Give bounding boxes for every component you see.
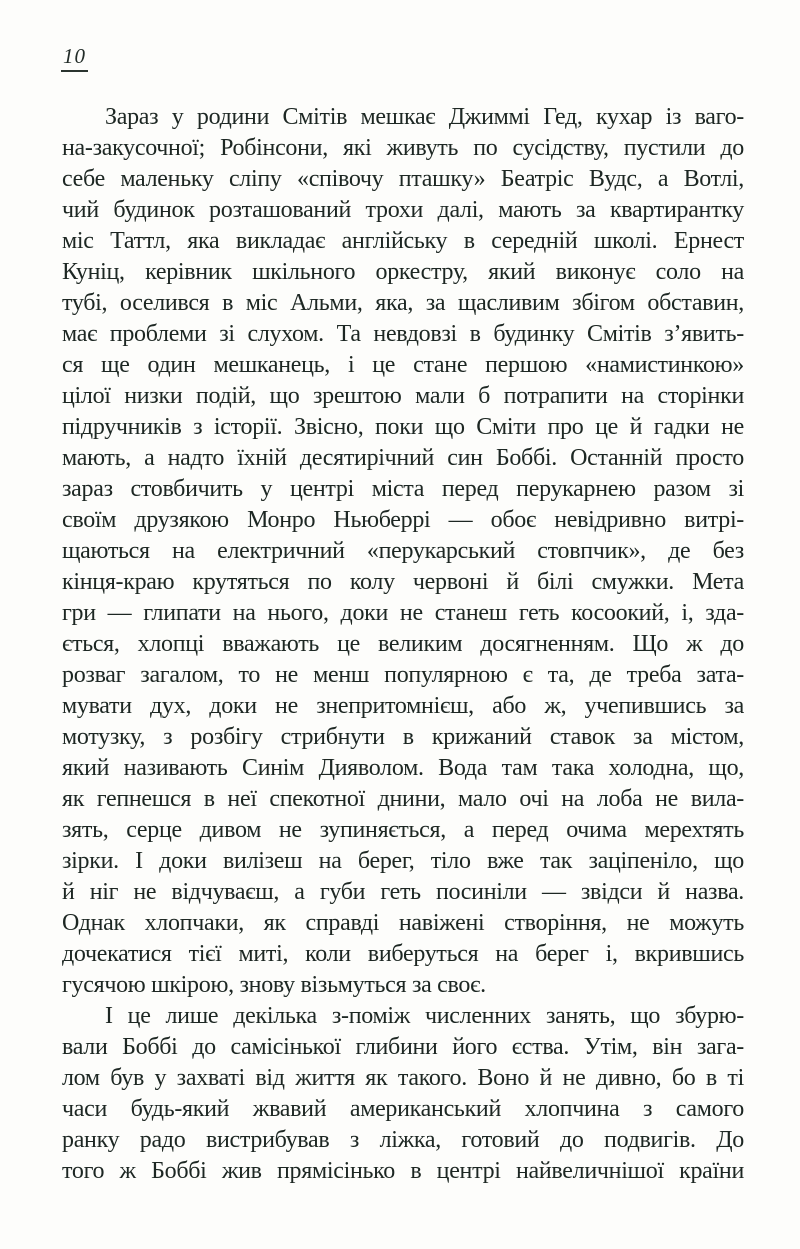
text-line: Однак хлопчаки, як справді навіжені створіння, не можуть bbox=[62, 910, 744, 936]
text-line: й ніг не відчуваєш, а губи геть посиніли — звідси й назва. bbox=[62, 879, 744, 905]
text-line: гусячою шкірою, знову візьмуться за своє. bbox=[62, 972, 486, 998]
text-line: зараз стовбичить у центрі міста перед перукарнею разом зі bbox=[62, 476, 744, 502]
text-line: ється, хлопці вважають це великим досягненням. Що ж до bbox=[62, 631, 744, 657]
text-line: того ж Боббі жив прямісінько в центрі найвеличнішої країни bbox=[62, 1158, 744, 1184]
text-line: дочекатися тієї миті, коли виберуться на берег і, вкрившись bbox=[62, 941, 744, 967]
text-line: цілої низки подій, що зрештою мали б потрапити на сторінки bbox=[62, 383, 744, 409]
text-line: вали Боббі до самісінької глибини його єства. Утім, він зага- bbox=[62, 1034, 744, 1060]
text-line: розваг загалом, то не менш популярною є та, де треба зата- bbox=[62, 662, 744, 688]
text-line: тубі, оселився в міс Альми, яка, за щасливим збігом обставин, bbox=[62, 290, 744, 316]
text-line: кінця-краю крутяться по колу червоні й білі смужки. Мета bbox=[62, 569, 744, 595]
text-line: підручників з історії. Звісно, поки що Сміти про це й гадки не bbox=[62, 414, 744, 440]
text-line: має проблеми зі слухом. Та невдовзі в будинку Смітів з’явить- bbox=[62, 321, 744, 347]
text-line: щаються на електричний «перукарський стовпчик», де без bbox=[62, 538, 744, 564]
text-line: мувати дух, доки не знепритомнієш, або ж, учепившись за bbox=[62, 693, 744, 719]
text-line: ранку радо вистрибував з ліжка, готовий до подвигів. До bbox=[62, 1127, 744, 1153]
body-text bbox=[62, 102, 744, 1187]
text-line: міс Таттл, яка викладає англійську в середній школі. Ернест bbox=[62, 228, 744, 254]
text-line: Куніц, керівник шкільного оркестру, який виконує соло на bbox=[62, 259, 744, 285]
page-number: 10 bbox=[61, 44, 88, 72]
text-line: себе маленьку сліпу «співочу пташку» Беатріс Вудс, а Вотлі, bbox=[62, 166, 744, 192]
text-line: мають, а надто їхній десятирічний син Боббі. Останній просто bbox=[62, 445, 744, 471]
text-line: чий будинок розташований трохи далі, мають за квартирантку bbox=[62, 197, 744, 223]
text-line: зірки. І доки вилізеш на берег, тіло вже так заціпеніло, що bbox=[62, 848, 744, 874]
text-line: мотузку, з розбігу стрибнути в крижаний ставок за містом, bbox=[62, 724, 744, 750]
text-line: на-закусочної; Робінсони, які живуть по сусідству, пустили до bbox=[62, 135, 744, 161]
text-line: лом був у захваті від життя як такого. Воно й не дивно, бо в ті bbox=[62, 1065, 744, 1091]
text-line: часи будь-який жвавий американський хлопчина з самого bbox=[62, 1096, 744, 1122]
text-line: Зараз у родини Смітів мешкає Джиммі Гед, кухар із ваго- bbox=[105, 104, 744, 130]
text-line: зять, серце дивом не зупиняється, а перед очима мерехтять bbox=[62, 817, 744, 843]
text-line: своїм друзякою Монро Ньюберрі — обоє невідривно витрі- bbox=[62, 507, 744, 533]
text-line: гри — глипати на нього, доки не станеш геть косоокий, і, зда- bbox=[62, 600, 744, 626]
text-line: ся ще один мешканець, і це стане першою «намистинкою» bbox=[62, 352, 744, 378]
text-line: І це лише декілька з-поміж численних занять, що збурю- bbox=[105, 1003, 744, 1029]
text-line: як гепнешся в неї спекотної днини, мало очі на лоба не вила- bbox=[62, 786, 744, 812]
text-line: який називають Синім Дияволом. Вода там така холодна, що, bbox=[62, 755, 744, 781]
